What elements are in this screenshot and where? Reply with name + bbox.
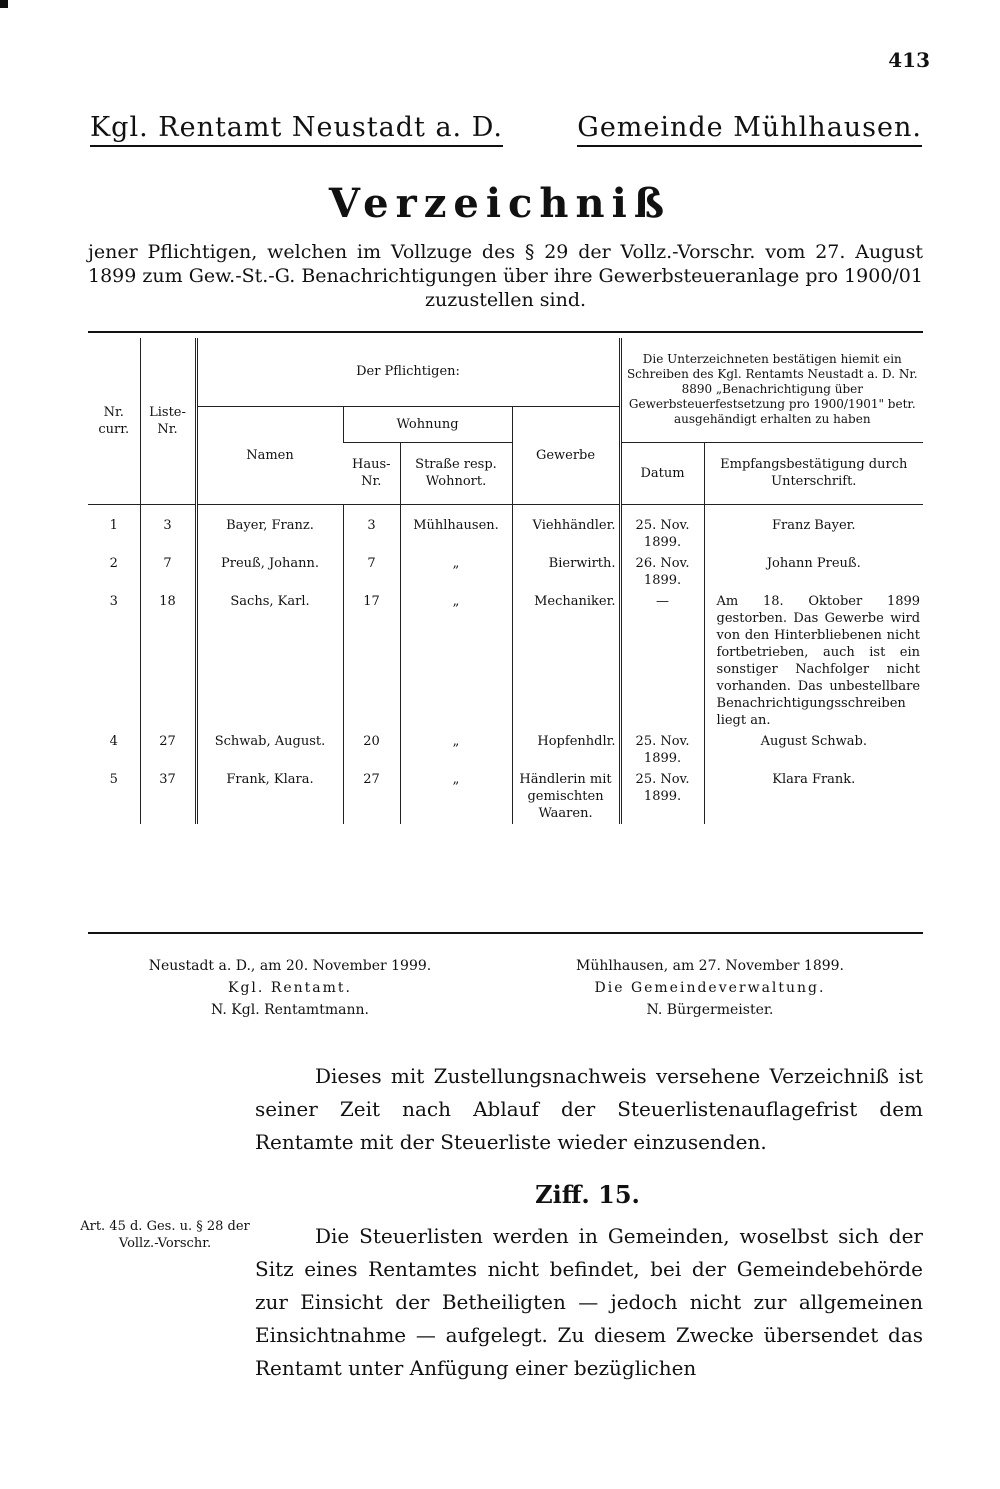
cell-ort: Mühlhausen.	[400, 504, 512, 553]
cell-unterschrift: August Schwab.	[704, 731, 923, 769]
cell-datum: —	[620, 591, 704, 731]
cell-haus: 27	[343, 769, 400, 824]
cell-ort: „	[400, 731, 512, 769]
signature-block-rentamt	[100, 955, 480, 1021]
table-row	[88, 553, 923, 591]
body-paragraph: Die Steuerlisten werden in Gemeinden, woselbst sich der Sitz eines Rentamtes nicht befindet, bei der Gemeindebehörde zur Einsicht der Betheiligten — jedoch nicht zur allgemeinen Einsichtnahme — aufgelegt. Zu diesem Zwecke übersendet das Rentamt unter Anfügung einer bezüglichen	[255, 1224, 923, 1380]
header-right-municipality: Gemeinde Mühlhausen.	[577, 112, 922, 147]
cell-gewerbe: Bierwirth.	[512, 553, 620, 591]
cell-name: Sachs, Karl.	[196, 591, 343, 731]
cell-nr: 3	[109, 593, 118, 609]
section-title: Ziff. 15.	[535, 1180, 640, 1209]
cell-ort: „	[400, 553, 512, 591]
page-number: 413	[888, 48, 930, 72]
return-instruction: Dieses mit Zustellungsnachweis versehene Verzeichniß ist seiner Zeit nach Ablauf der Steuerlistenauflagefrist dem Rentamte mit der Steuerliste wieder einzusenden.	[255, 1064, 923, 1154]
signature-authority: Die Gemeindeverwaltung.	[594, 980, 826, 996]
cell-unterschrift: Klara Frank.	[704, 769, 923, 824]
document-subtitle: jener Pflichtigen, welchen im Vollzuge des § 29 der Vollz.-Vorschr. vom 27. August 1899 zum Gew.-St.-G. Benachrichtigungen über ihre Gewerbsteueranlage pro 1900/01 zuzustellen sind.	[88, 241, 923, 311]
signature-signer: N. Bürgermeister.	[646, 1002, 774, 1018]
table-bottom-rule	[88, 932, 923, 934]
cell-unterschrift: Johann Preuß.	[704, 553, 923, 591]
table-row	[88, 769, 923, 824]
header-left-authority: Kgl. Rentamt Neustadt a. D.	[90, 112, 503, 147]
cell-datum: 25. Nov. 1899.	[620, 504, 704, 553]
table-top-rule	[88, 331, 923, 333]
cell-liste: 3	[140, 504, 196, 553]
header-bestaetigung: Die Unterzeichneten bestätigen hiemit ein Schreiben des Kgl. Rentamts Neustadt a. D. Nr. 8890 „Benachrichtigung über Gewerbsteuerfestsetzung pro 1900/1901" betr. ausgehändigt erhalten zu haben	[620, 338, 923, 442]
header-strasse: Straße resp. Wohnort.	[400, 442, 512, 504]
header-wohnung: Wohnung	[343, 406, 512, 442]
margin-note: Art. 45 d. Ges. u. § 28 der Vollz.-Vorschr.	[80, 1219, 250, 1251]
cell-haus: 17	[343, 591, 400, 731]
cell-name: Frank, Klara.	[196, 769, 343, 824]
table-row	[88, 731, 923, 769]
table-row	[88, 504, 923, 553]
cell-liste: 37	[140, 769, 196, 824]
cell-haus: 3	[343, 504, 400, 553]
cell-nr: 4	[109, 733, 118, 749]
table-row	[88, 591, 923, 731]
header-empfang: Empfangsbestätigung durch Unterschrift.	[704, 442, 923, 504]
cell-gewerbe: Mechaniker.	[512, 591, 620, 731]
cell-ort: „	[400, 769, 512, 824]
document-title: Verzeichniß	[328, 180, 672, 227]
cell-name: Preuß, Johann.	[196, 553, 343, 591]
cell-datum: 25. Nov. 1899.	[620, 769, 704, 824]
signature-place-date: Mühlhausen, am 27. November 1899.	[575, 958, 845, 974]
cell-unterschrift: Am 18. Oktober 1899 gestorben. Das Gewerbe wird von den Hinterbliebenen nicht fortbetrieben, auch ist ein sonstiger Nachfolger nicht vorhanden. Das unbestellbare Benachrichtigungsschreiben liegt an.	[704, 591, 923, 731]
cell-unterschrift: Franz Bayer.	[704, 504, 923, 553]
header-gewerbe: Gewerbe	[512, 406, 620, 504]
cell-liste: 18	[140, 591, 196, 731]
header-haus-nr: Haus-Nr.	[343, 442, 400, 504]
cell-name: Bayer, Franz.	[196, 504, 343, 553]
header-nr-curr: Nr. curr.	[88, 338, 140, 504]
scan-corner-mark	[0, 0, 8, 8]
header-pflichtigen: Der Pflichtigen:	[196, 338, 620, 406]
cell-haus: 7	[343, 553, 400, 591]
cell-name: Schwab, August.	[196, 731, 343, 769]
cell-datum: 25. Nov. 1899.	[620, 731, 704, 769]
header-liste-nr: Liste-Nr.	[140, 338, 196, 504]
cell-liste: 27	[140, 731, 196, 769]
cell-gewerbe: Händlerin mit gemischten Waaren.	[512, 769, 620, 824]
cell-gewerbe: Hopfenhdlr.	[512, 731, 620, 769]
cell-gewerbe: Viehhändler.	[512, 504, 620, 553]
cell-nr: 1	[109, 517, 118, 533]
cell-datum: 26. Nov. 1899.	[620, 553, 704, 591]
cell-nr: 2	[109, 555, 118, 571]
header-namen: Namen	[196, 406, 343, 504]
cell-ort: „	[400, 591, 512, 731]
header-datum: Datum	[620, 442, 704, 504]
signature-place-date: Neustadt a. D., am 20. November 1999.	[148, 958, 432, 974]
register-table	[88, 338, 923, 824]
cell-nr: 5	[109, 771, 118, 787]
signature-block-gemeinde	[520, 955, 900, 1021]
cell-liste: 7	[140, 553, 196, 591]
cell-haus: 20	[343, 731, 400, 769]
signature-signer: N. Kgl. Rentamtmann.	[211, 1002, 369, 1018]
signature-authority: Kgl. Rentamt.	[228, 980, 352, 996]
